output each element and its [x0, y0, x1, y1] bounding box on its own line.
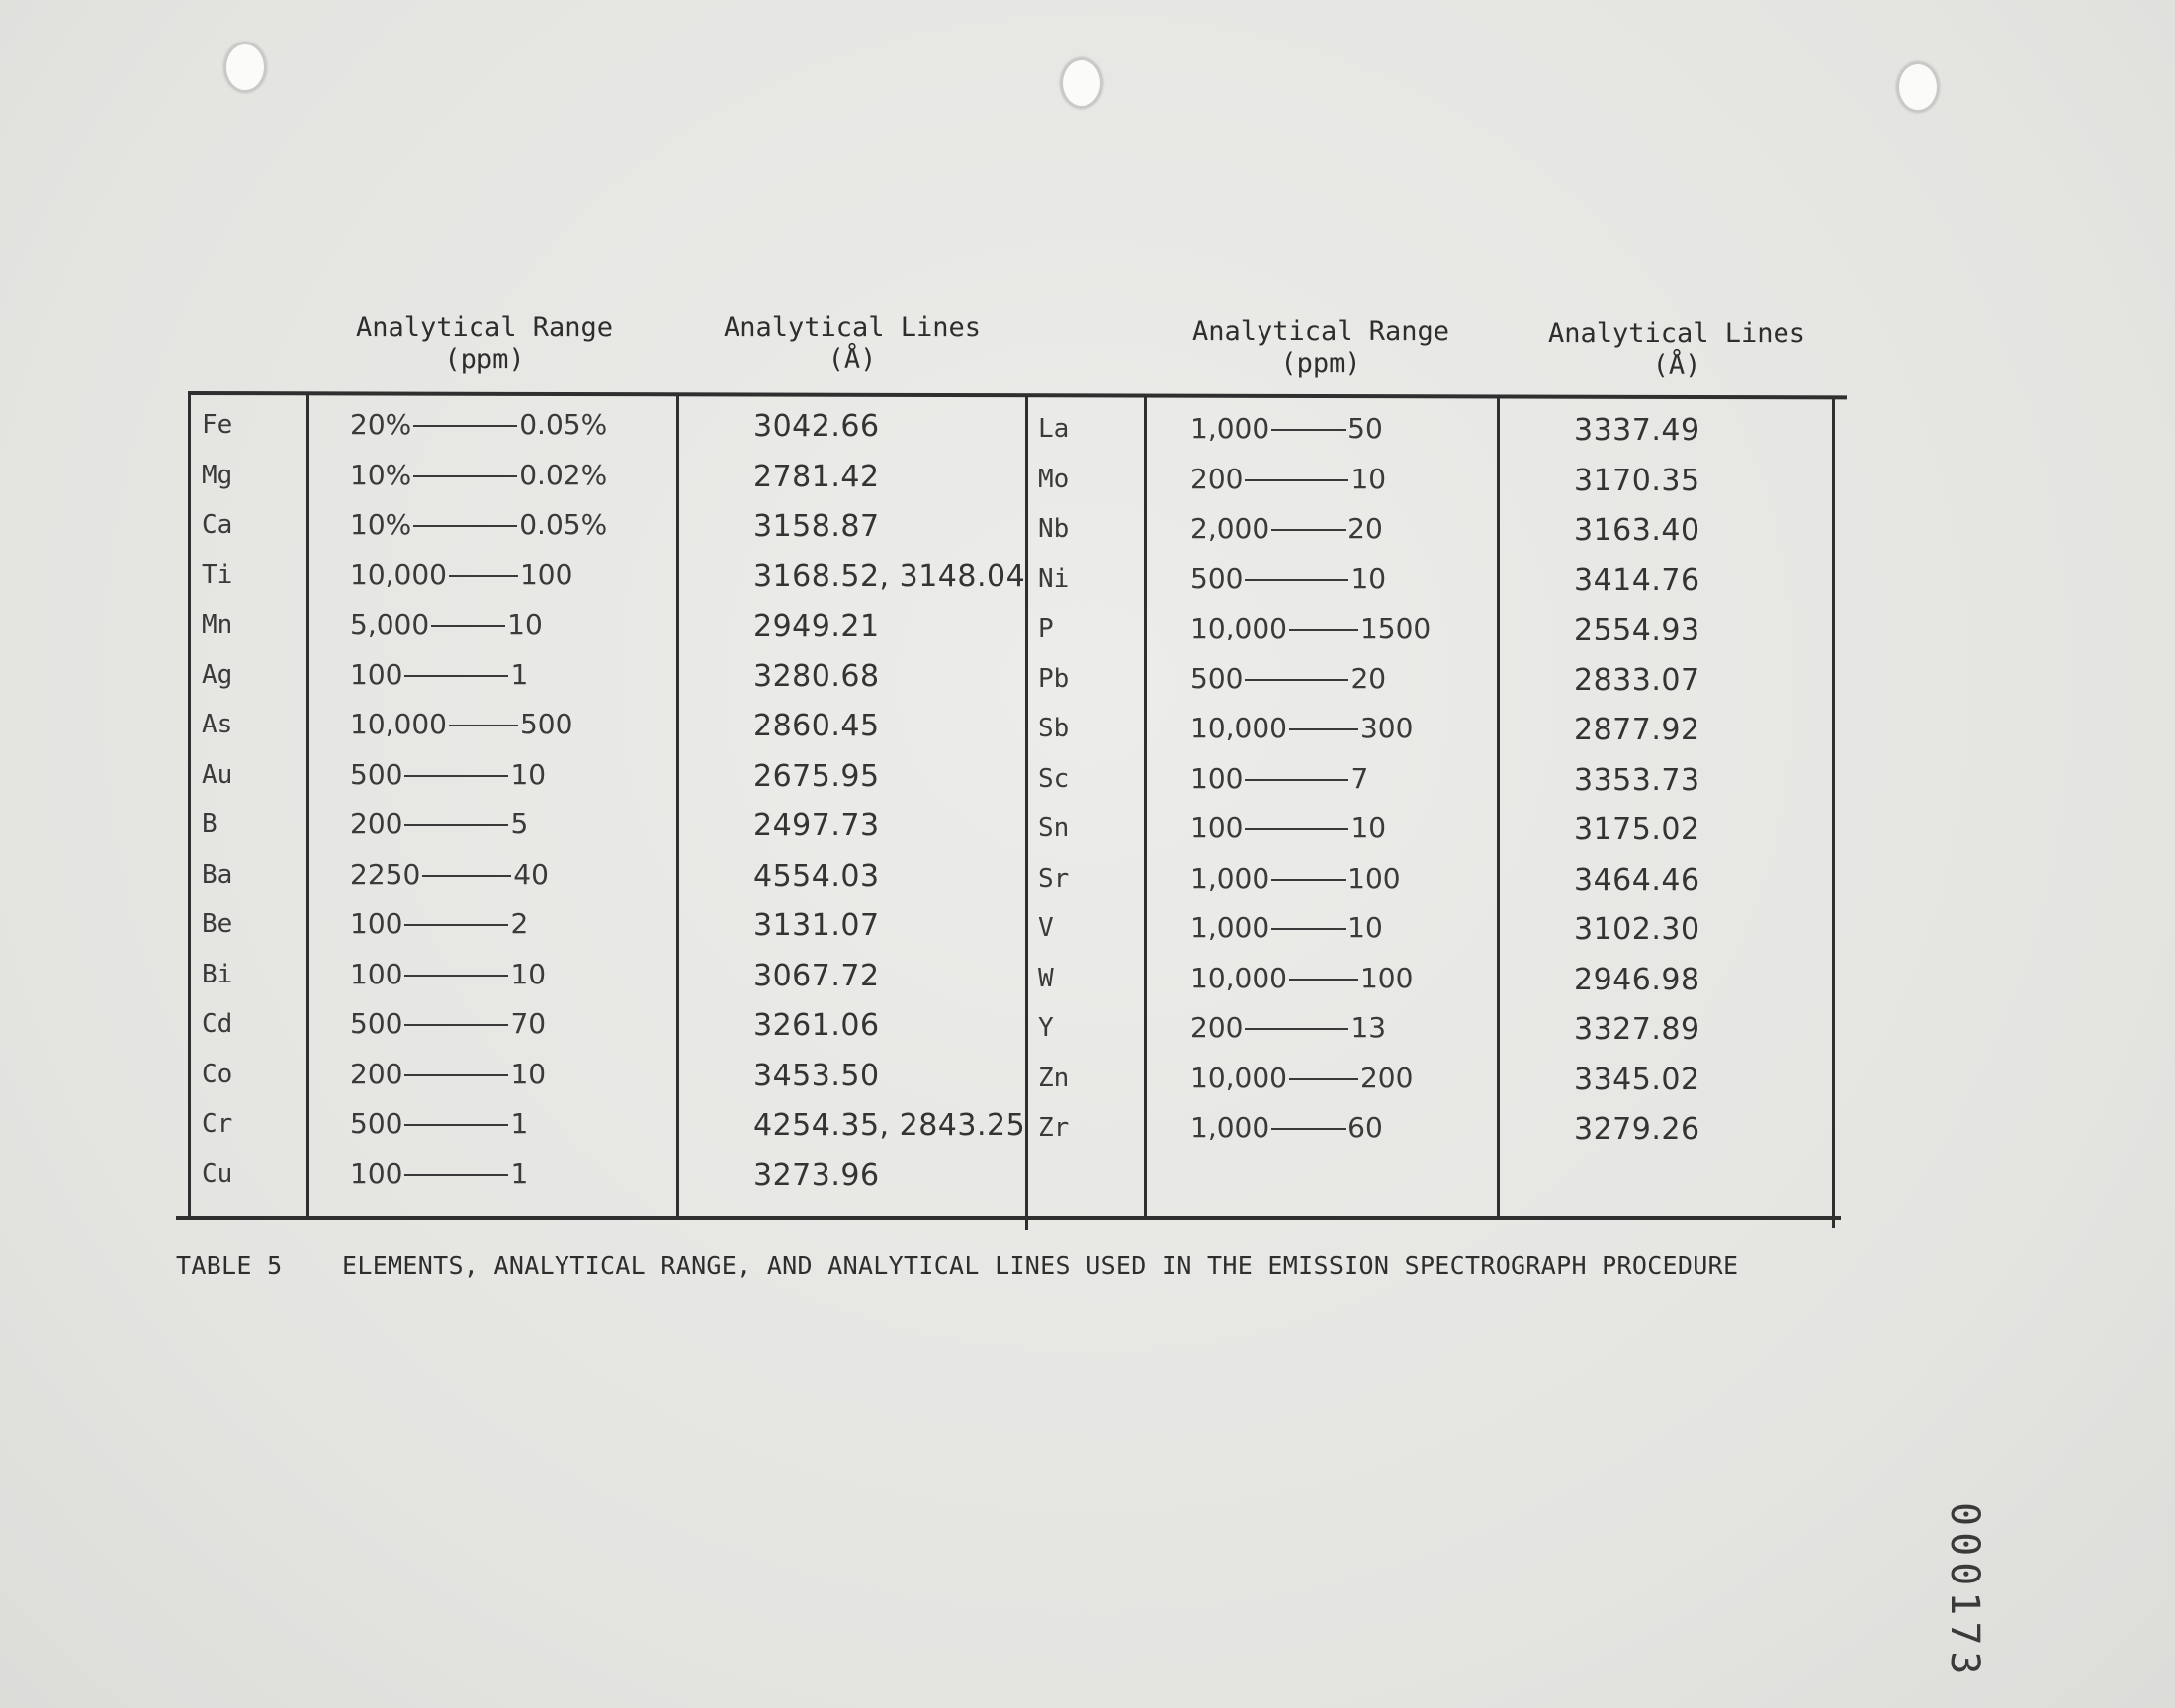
range-dash	[1271, 429, 1346, 431]
range-low: 20	[1348, 512, 1383, 545]
range-high: 500	[1190, 661, 1244, 695]
range-high: 500	[1190, 561, 1244, 595]
range-low: 100	[1348, 861, 1401, 895]
range-dash	[404, 1024, 508, 1026]
range-low: 5	[510, 808, 529, 840]
analytical-line: 3163.40	[1574, 513, 1700, 548]
range-low: 10	[1350, 811, 1387, 844]
col-rule-5	[1144, 395, 1147, 1218]
table-top-rule	[188, 391, 1847, 399]
col-rule-3	[676, 393, 679, 1218]
punch-hole-left	[223, 42, 267, 93]
element-symbol: B	[202, 810, 218, 839]
element-symbol: Y	[1038, 1013, 1054, 1043]
table-number: TABLE 5	[176, 1251, 283, 1280]
range-high: 100	[350, 907, 403, 940]
analytical-line: 2554.93	[1574, 613, 1700, 647]
element-symbol: Nb	[1038, 514, 1070, 544]
range-high: 100	[1190, 811, 1244, 844]
range-high: 500	[350, 757, 403, 791]
punch-hole-right	[1896, 61, 1940, 113]
range-low: 10	[507, 608, 543, 640]
element-symbol: Sr	[1038, 863, 1070, 894]
analytical-line: 3337.49	[1574, 413, 1700, 448]
analytical-range	[1190, 1063, 1413, 1094]
analytical-range	[1190, 713, 1413, 744]
analytical-line: 2675.95	[753, 758, 880, 794]
analytical-range	[350, 809, 528, 840]
element-symbol: P	[1038, 614, 1054, 643]
range-dash	[449, 725, 518, 726]
range-dash	[404, 924, 508, 926]
range-high: 10,000	[1190, 612, 1287, 644]
element-symbol: W	[1038, 963, 1054, 993]
analytical-range	[350, 1008, 546, 1040]
range-dash	[404, 1074, 508, 1076]
range-dash	[422, 875, 511, 877]
analytical-line: 3353.73	[1574, 762, 1700, 798]
analytical-range	[350, 709, 572, 740]
element-symbol: Mo	[1038, 464, 1070, 494]
range-high: 10%	[350, 508, 412, 541]
element-symbol: Ba	[202, 859, 233, 890]
element-symbol: Pb	[1038, 663, 1070, 694]
table-bottom-rule	[176, 1216, 1841, 1220]
range-low: 1	[510, 657, 529, 691]
element-symbol: Ca	[202, 510, 233, 540]
table-caption	[176, 1251, 1738, 1280]
analytical-range	[1190, 613, 1431, 644]
analytical-line: 2946.98	[1574, 962, 1700, 997]
range-high: 2250	[350, 857, 421, 891]
range-dash	[404, 1174, 508, 1176]
range-high: 10,000	[1190, 1061, 1287, 1094]
range-high: 500	[350, 1107, 403, 1140]
analytical-line: 3273.96	[753, 1157, 880, 1193]
range-dash	[413, 425, 517, 427]
range-dash	[1245, 479, 1348, 481]
element-symbol: V	[1038, 913, 1054, 943]
element-symbol: Zn	[1038, 1063, 1070, 1093]
header-right-lines: Analytical Lines (Å)	[1547, 318, 1806, 381]
analytical-line: 3280.68	[753, 658, 880, 694]
analytical-range	[1190, 912, 1383, 944]
range-dash	[413, 475, 517, 477]
element-symbol: Mn	[202, 610, 233, 640]
element-symbol: Zr	[1038, 1113, 1070, 1143]
range-high: 10%	[350, 458, 412, 491]
analytical-range	[1190, 763, 1368, 795]
header-right-range: Analytical Range (ppm)	[1191, 316, 1450, 379]
range-high: 200	[350, 1057, 403, 1090]
range-dash	[404, 824, 508, 826]
analytical-line: 3345.02	[1574, 1062, 1700, 1097]
range-dash	[1271, 879, 1346, 881]
analytical-range	[350, 460, 607, 491]
range-dash	[1289, 728, 1358, 730]
element-symbol: Cr	[202, 1109, 233, 1139]
analytical-line: 3168.52, 3148.04	[753, 558, 1026, 594]
element-symbol: Cu	[202, 1158, 233, 1189]
range-dash	[1245, 679, 1348, 681]
caption-text: ELEMENTS, ANALYTICAL RANGE, AND ANALYTICAL LINES USED IN THE EMISSION SPECTROGRAPH PROCEDURE	[342, 1251, 1739, 1280]
range-low: 0.02%	[519, 458, 608, 491]
analytical-line: 3414.76	[1574, 562, 1700, 598]
analytical-range	[350, 609, 543, 640]
analytical-line: 2781.42	[753, 459, 880, 494]
analytical-line: 3158.87	[753, 509, 880, 544]
range-low: 1	[510, 1107, 529, 1140]
analytical-range	[1190, 513, 1383, 545]
analytical-line: 3102.30	[1574, 912, 1700, 947]
col-rule-1	[188, 391, 191, 1218]
analytical-line: 3067.72	[753, 958, 880, 993]
range-high: 2,000	[1190, 512, 1270, 545]
range-high: 10,000	[1190, 712, 1287, 744]
analytical-line: 3327.89	[1574, 1012, 1700, 1047]
range-high: 100	[1190, 761, 1244, 795]
analytical-range	[350, 859, 549, 891]
element-symbol: Ti	[202, 559, 233, 590]
range-low: 0.05%	[519, 508, 608, 541]
range-high: 100	[350, 957, 403, 990]
analytical-range	[1190, 413, 1383, 445]
analytical-line: 2833.07	[1574, 662, 1700, 698]
col-rule-2	[306, 393, 309, 1218]
range-dash	[1245, 779, 1348, 781]
page-number: 000173	[1942, 1502, 1987, 1681]
range-dash	[1271, 1128, 1346, 1130]
analytical-line: 3464.46	[1574, 862, 1700, 897]
range-dash	[1271, 928, 1346, 930]
element-symbol: Sc	[1038, 763, 1070, 794]
range-low: 20	[1350, 661, 1387, 695]
analytical-line: 3131.07	[753, 908, 880, 943]
range-low: 10	[510, 757, 547, 791]
analytical-range	[350, 659, 528, 691]
analytical-range	[350, 1059, 546, 1090]
range-low: 10	[510, 1057, 547, 1090]
range-low: 300	[1359, 712, 1414, 744]
range-low: 2	[510, 907, 529, 940]
element-symbol: Ag	[202, 659, 233, 690]
range-low: 7	[1350, 761, 1369, 795]
element-symbol: Ni	[1038, 563, 1070, 594]
analytical-range	[1190, 663, 1386, 695]
analytical-line: 4554.03	[753, 858, 880, 894]
analytical-range	[1190, 1012, 1386, 1044]
analytical-range	[1190, 863, 1401, 895]
element-symbol: La	[1038, 414, 1070, 444]
analytical-line: 4254.35, 2843.25	[753, 1108, 1026, 1143]
range-high: 1,000	[1190, 412, 1270, 445]
range-high: 10,000	[350, 557, 447, 591]
element-symbol: Sb	[1038, 714, 1070, 743]
range-low: 10	[1348, 911, 1383, 944]
analytical-line: 3170.35	[1574, 463, 1700, 498]
analytical-range	[1190, 812, 1386, 844]
element-symbol: Be	[202, 909, 233, 939]
analytical-range	[1190, 963, 1413, 994]
element-symbol: Mg	[202, 460, 233, 490]
analytical-range	[350, 1158, 528, 1190]
analytical-range	[350, 509, 607, 541]
range-high: 20%	[350, 408, 412, 441]
analytical-range	[1190, 464, 1386, 495]
analytical-line: 2860.45	[753, 709, 880, 743]
range-dash	[1245, 828, 1348, 830]
analytical-range	[350, 759, 546, 791]
range-high: 1,000	[1190, 911, 1270, 944]
col-rule-6	[1497, 395, 1500, 1218]
element-symbol: Fe	[202, 410, 233, 440]
analytical-line: 3453.50	[753, 1058, 880, 1093]
col-rule-7	[1832, 397, 1835, 1228]
range-low: 1500	[1359, 612, 1432, 644]
range-dash	[449, 575, 518, 577]
range-dash	[1245, 1028, 1348, 1030]
range-high: 5,000	[350, 608, 430, 640]
range-dash	[1289, 1078, 1358, 1080]
range-low: 1	[510, 1156, 529, 1190]
header-left-range: Analytical Range (ppm)	[355, 312, 614, 375]
element-symbol: Bi	[202, 959, 233, 989]
analytical-range	[1190, 563, 1386, 595]
element-symbol: Au	[202, 759, 233, 790]
analytical-line: 3175.02	[1574, 812, 1700, 847]
analytical-range	[1190, 1112, 1383, 1144]
range-low: 40	[513, 857, 549, 891]
range-low: 10	[510, 957, 547, 990]
range-dash	[413, 525, 517, 527]
range-dash	[1245, 579, 1348, 581]
header-left-lines: Analytical Lines (Å)	[723, 312, 982, 375]
analytical-range	[350, 1108, 528, 1140]
range-dash	[1289, 979, 1358, 981]
range-high: 10,000	[350, 708, 447, 740]
range-dash	[1271, 529, 1346, 531]
analytical-range	[350, 409, 607, 441]
range-low: 10	[1350, 462, 1387, 495]
analytical-line: 2877.92	[1574, 713, 1700, 747]
range-high: 200	[350, 808, 403, 840]
range-high: 100	[350, 1156, 403, 1190]
range-dash	[404, 1124, 508, 1126]
range-high: 10,000	[1190, 961, 1287, 994]
range-high: 200	[1190, 462, 1244, 495]
range-low: 50	[1348, 412, 1383, 445]
range-high: 100	[350, 657, 403, 691]
range-low: 100	[1359, 961, 1414, 994]
analytical-line: 2949.21	[753, 609, 880, 643]
range-low: 70	[510, 1007, 547, 1040]
range-dash	[431, 625, 505, 627]
analytical-line: 2497.73	[753, 809, 880, 843]
range-low: 10	[1350, 561, 1387, 595]
range-low: 0.05%	[519, 408, 608, 441]
range-low: 60	[1348, 1111, 1383, 1144]
analytical-line: 3261.06	[753, 1008, 880, 1043]
col-rule-4	[1025, 395, 1028, 1230]
range-dash	[404, 675, 508, 677]
element-symbol: Cd	[202, 1009, 233, 1039]
range-high: 500	[350, 1007, 403, 1040]
analytical-line: 3042.66	[753, 409, 880, 444]
analytical-range	[350, 559, 572, 591]
range-dash	[404, 975, 508, 977]
range-dash	[1289, 629, 1358, 631]
range-high: 200	[1190, 1011, 1244, 1044]
range-high: 1,000	[1190, 861, 1270, 895]
range-low: 13	[1350, 1011, 1387, 1044]
element-symbol: Co	[202, 1059, 233, 1089]
element-symbol: Sn	[1038, 813, 1070, 843]
analytical-line: 3279.26	[1574, 1112, 1700, 1147]
range-low: 500	[519, 708, 573, 740]
punch-hole-center	[1060, 57, 1103, 109]
analytical-range	[350, 908, 528, 940]
range-low: 200	[1359, 1061, 1414, 1094]
analytical-range	[350, 959, 546, 990]
range-dash	[404, 775, 508, 777]
range-high: 1,000	[1190, 1111, 1270, 1144]
range-low: 100	[519, 557, 573, 591]
element-symbol: As	[202, 710, 233, 739]
